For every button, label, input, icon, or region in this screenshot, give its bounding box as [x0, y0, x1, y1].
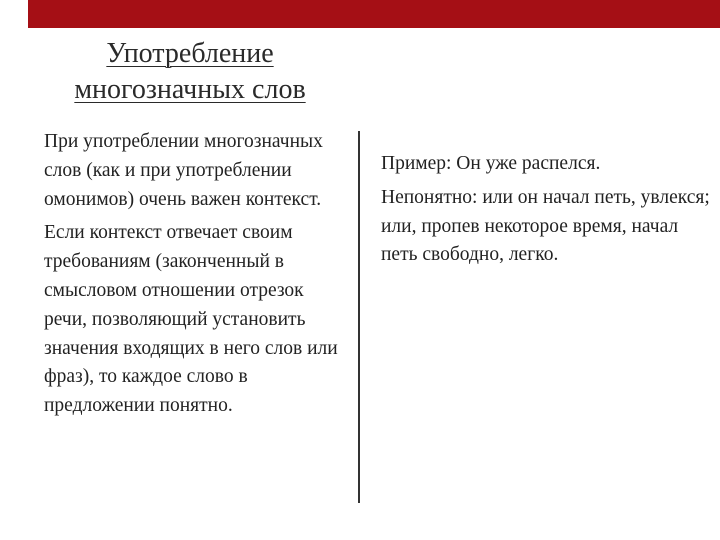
right-paragraph-2: Непонятно: или он начал петь, увлекся; или, пропев некоторое время, начал петь свободно, легко.	[381, 186, 710, 266]
column-divider	[358, 131, 360, 503]
right-text-column	[381, 150, 711, 275]
left-paragraph-2: Если контекст отвечает своим требованиям (законченный в смысловом отношении отрезок речи, позволяющий установить значения входящих в него слов или фраз), то каждое слово в предложении понятно.	[44, 222, 338, 417]
top-accent-bar	[0, 0, 720, 28]
slide-title-line-2: многозначных слов	[74, 74, 306, 105]
top-bar-corner-notch	[0, 0, 28, 28]
slide-title	[40, 36, 340, 108]
left-paragraph-1: При употреблении многозначных слов (как и при употреблении омонимов) очень важен контекст.	[44, 131, 323, 210]
left-text-column	[44, 128, 344, 426]
right-paragraph-1: Пример: Он уже распелся.	[381, 153, 601, 174]
slide-title-line-1: Употребление	[106, 38, 274, 69]
